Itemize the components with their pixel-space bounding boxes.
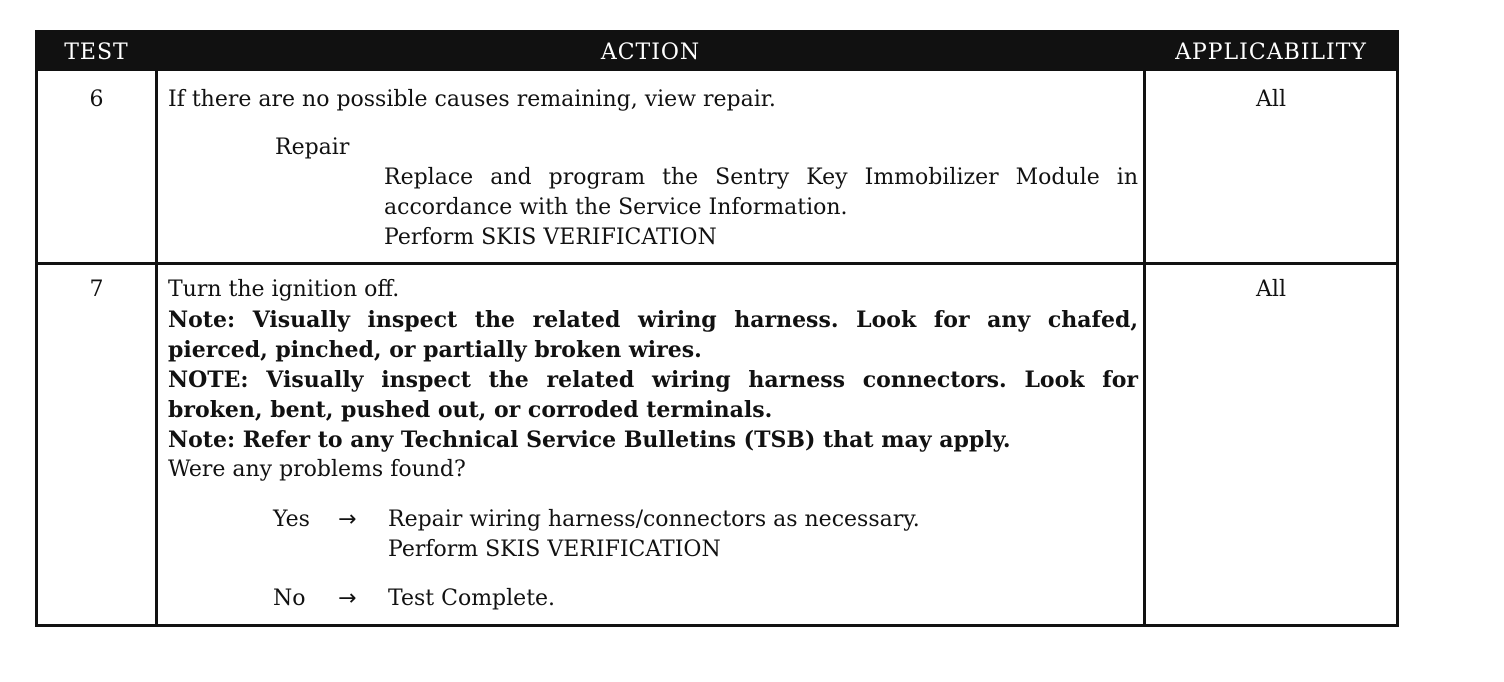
intro-line: If there are no possible causes remaining, view repair.	[168, 87, 776, 112]
procedure-table	[35, 30, 1399, 627]
note-line: Note: Refer to any Technical Service Bulletins (TSB) that may apply.	[168, 427, 1011, 453]
repair-line: Replace and program the Sentry Key Immobilizer Module in	[384, 165, 1138, 190]
column-divider	[1143, 71, 1146, 624]
applicability-value: All	[1256, 277, 1286, 302]
test-number: 6	[89, 87, 104, 112]
applicability-value: All	[1256, 87, 1286, 112]
repair-line: Perform SKIS VERIFICATION	[384, 225, 717, 250]
test-number: 7	[89, 277, 104, 302]
column-divider	[155, 71, 158, 624]
yes-action-line: Repair wiring harness/connectors as necessary.	[388, 507, 920, 532]
question-line: Were any problems found?	[168, 457, 466, 482]
repair-label: Repair	[275, 135, 350, 160]
yes-label: Yes	[273, 507, 310, 532]
note-line: pierced, pinched, or partially broken wires.	[168, 337, 702, 363]
yes-action-line: Perform SKIS VERIFICATION	[388, 537, 721, 562]
repair-line: accordance with the Service Information.	[384, 195, 848, 220]
right-arrow-icon: →	[338, 507, 357, 532]
right-arrow-icon: →	[338, 586, 357, 611]
instruction-line: Turn the ignition off.	[168, 277, 400, 302]
header-action: ACTION	[600, 40, 701, 65]
header-test: TEST	[64, 40, 129, 65]
note-line: NOTE: Visually inspect the related wiring harness connectors. Look for	[168, 367, 1138, 393]
note-line: Note: Visually inspect the related wiring harness. Look for any chafed,	[168, 307, 1138, 333]
row-divider	[38, 262, 1396, 265]
table-header	[38, 33, 1396, 71]
no-label: No	[273, 586, 306, 611]
note-line: broken, bent, pushed out, or corroded terminals.	[168, 397, 773, 423]
no-action-line: Test Complete.	[388, 586, 556, 611]
header-applicability: APPLICABILITY	[1175, 40, 1367, 65]
